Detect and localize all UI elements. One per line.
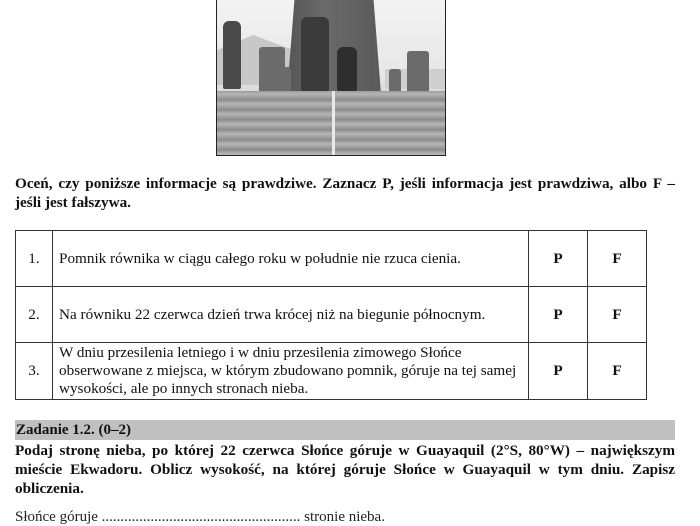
table-row bbox=[16, 343, 647, 400]
monument-photo bbox=[216, 0, 446, 156]
photo-steps bbox=[217, 91, 445, 155]
table-row bbox=[16, 287, 647, 343]
photo-equator-line bbox=[332, 91, 335, 155]
row-number: 1. bbox=[16, 231, 53, 287]
photo-pillar bbox=[279, 67, 291, 91]
answer-false-option[interactable]: F bbox=[588, 343, 647, 400]
answer-line-partial: Słońce góruje ..................................................... stronie nieba. bbox=[15, 509, 385, 525]
photo-person bbox=[223, 21, 241, 89]
statement-text: W dniu przesilenia letniego i w dniu przesilenia zimowego Słońce obserwowane z miejsca, w którym zbudowano pomnik, góruje na tej samej wysokości, ale po innych stronach nieba. bbox=[53, 343, 529, 400]
task-header bbox=[15, 420, 675, 440]
statement-text: Pomnik równika w ciągu całego roku w południe nie rzuca cienia. bbox=[53, 231, 529, 287]
answer-false-option[interactable]: F bbox=[588, 287, 647, 343]
answer-false-option[interactable]: F bbox=[588, 231, 647, 287]
photo-pillar bbox=[407, 51, 429, 91]
true-false-table bbox=[15, 230, 647, 400]
photo-pillar bbox=[389, 69, 401, 91]
photo-person bbox=[301, 17, 329, 91]
row-number: 2. bbox=[16, 287, 53, 343]
answer-true-option[interactable]: P bbox=[529, 231, 588, 287]
row-number: 3. bbox=[16, 343, 53, 400]
answer-true-option[interactable]: P bbox=[529, 287, 588, 343]
task-text: Podaj stronę nieba, po której 22 czerwca Słońce góruje w Guayaquil (2°S, 80°W) – największym mieście Ekwadoru. Oblicz wysokość, na której góruje Słońce w Guayaquil w tym dniu. Zapisz obliczenia. bbox=[15, 442, 675, 497]
instruction-text: Oceń, czy poniższe informacje są prawdziwe. Zaznacz P, jeśli informacja jest prawdziwa, albo F – jeśli jest fałszywa. bbox=[15, 175, 675, 211]
photo-person bbox=[337, 47, 357, 91]
table-row bbox=[16, 231, 647, 287]
statement-text: Na równiku 22 czerwca dzień trwa krócej niż na biegunie północnym. bbox=[53, 287, 529, 343]
answer-true-option[interactable]: P bbox=[529, 343, 588, 400]
task-header-label: Zadanie 1.2. (0–2) bbox=[16, 422, 132, 438]
